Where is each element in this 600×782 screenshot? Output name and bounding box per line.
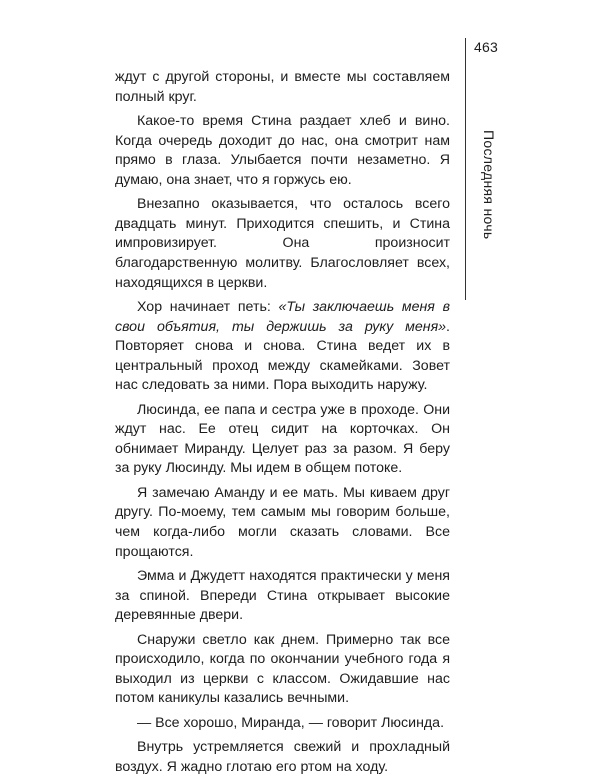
body-text (115, 68, 450, 782)
paragraph-text: . Повторяет снова и снова. Стина ведет их в центральный проход между скамейками. Зовет нас следовать за ними. Пора выходить наружу. (115, 318, 450, 394)
paragraph: Снаружи светло как днем. Примерно так все происходило, когда по окончании учебного года я выходил из церкви с классом. Ожидавшие нас потом каникулы казались вечными. (115, 631, 450, 707)
song-quote: «Ты заключаешь меня в свои объятия, ты держишь за руку меня» (115, 298, 450, 335)
paragraph: Какое-то время Стина раздает хлеб и вино. Когда очередь доходит до нас, она смотрит нам прямо в глаза. Улыбается почти незаметно. Я думаю, она знает, что я горжусь ею. (115, 112, 450, 188)
paragraph (115, 298, 450, 396)
paragraph: ждут с другой стороны, и вместе мы составляем полный круг. (115, 69, 450, 105)
paragraph: Эмма и Джудетт находятся практически у меня за спиной. Впереди Стина открывает высокие деревянные двери. (115, 568, 450, 624)
paragraph: Я замечаю Аманду и ее мать. Мы киваем друг другу. По-моему, тем самым мы говорим больше, чем когда-либо могли сказать словами. Все прощаются. (115, 484, 450, 560)
header-divider (465, 38, 466, 300)
paragraph: — Все хорошо, Миранда, — говорит Люсинда. (137, 714, 445, 731)
paragraph: Внутрь устремляется свежий и прохладный воздух. Я жадно глотаю его ртом на ходу. (115, 739, 450, 775)
paragraph: Люсинда, ее папа и сестра уже в проходе. Они ждут нас. Ее отец сидит на корточках. Он обнимает Миранду. Целует раз за разом. Я беру за руку Люсинду. Мы идем в общем потоке. (115, 401, 450, 477)
page-number: 463 (474, 39, 498, 55)
running-title: Последняя ночь (481, 130, 497, 240)
paragraph: Внезапно оказывается, что осталось всего двадцать минут. Приходится спешить, и Стина импровизирует. Она произносит благодарственную молитву. Благословляет всех, находящихся в церкви. (115, 196, 450, 291)
paragraph-text: Хор начинает петь: (137, 298, 279, 315)
